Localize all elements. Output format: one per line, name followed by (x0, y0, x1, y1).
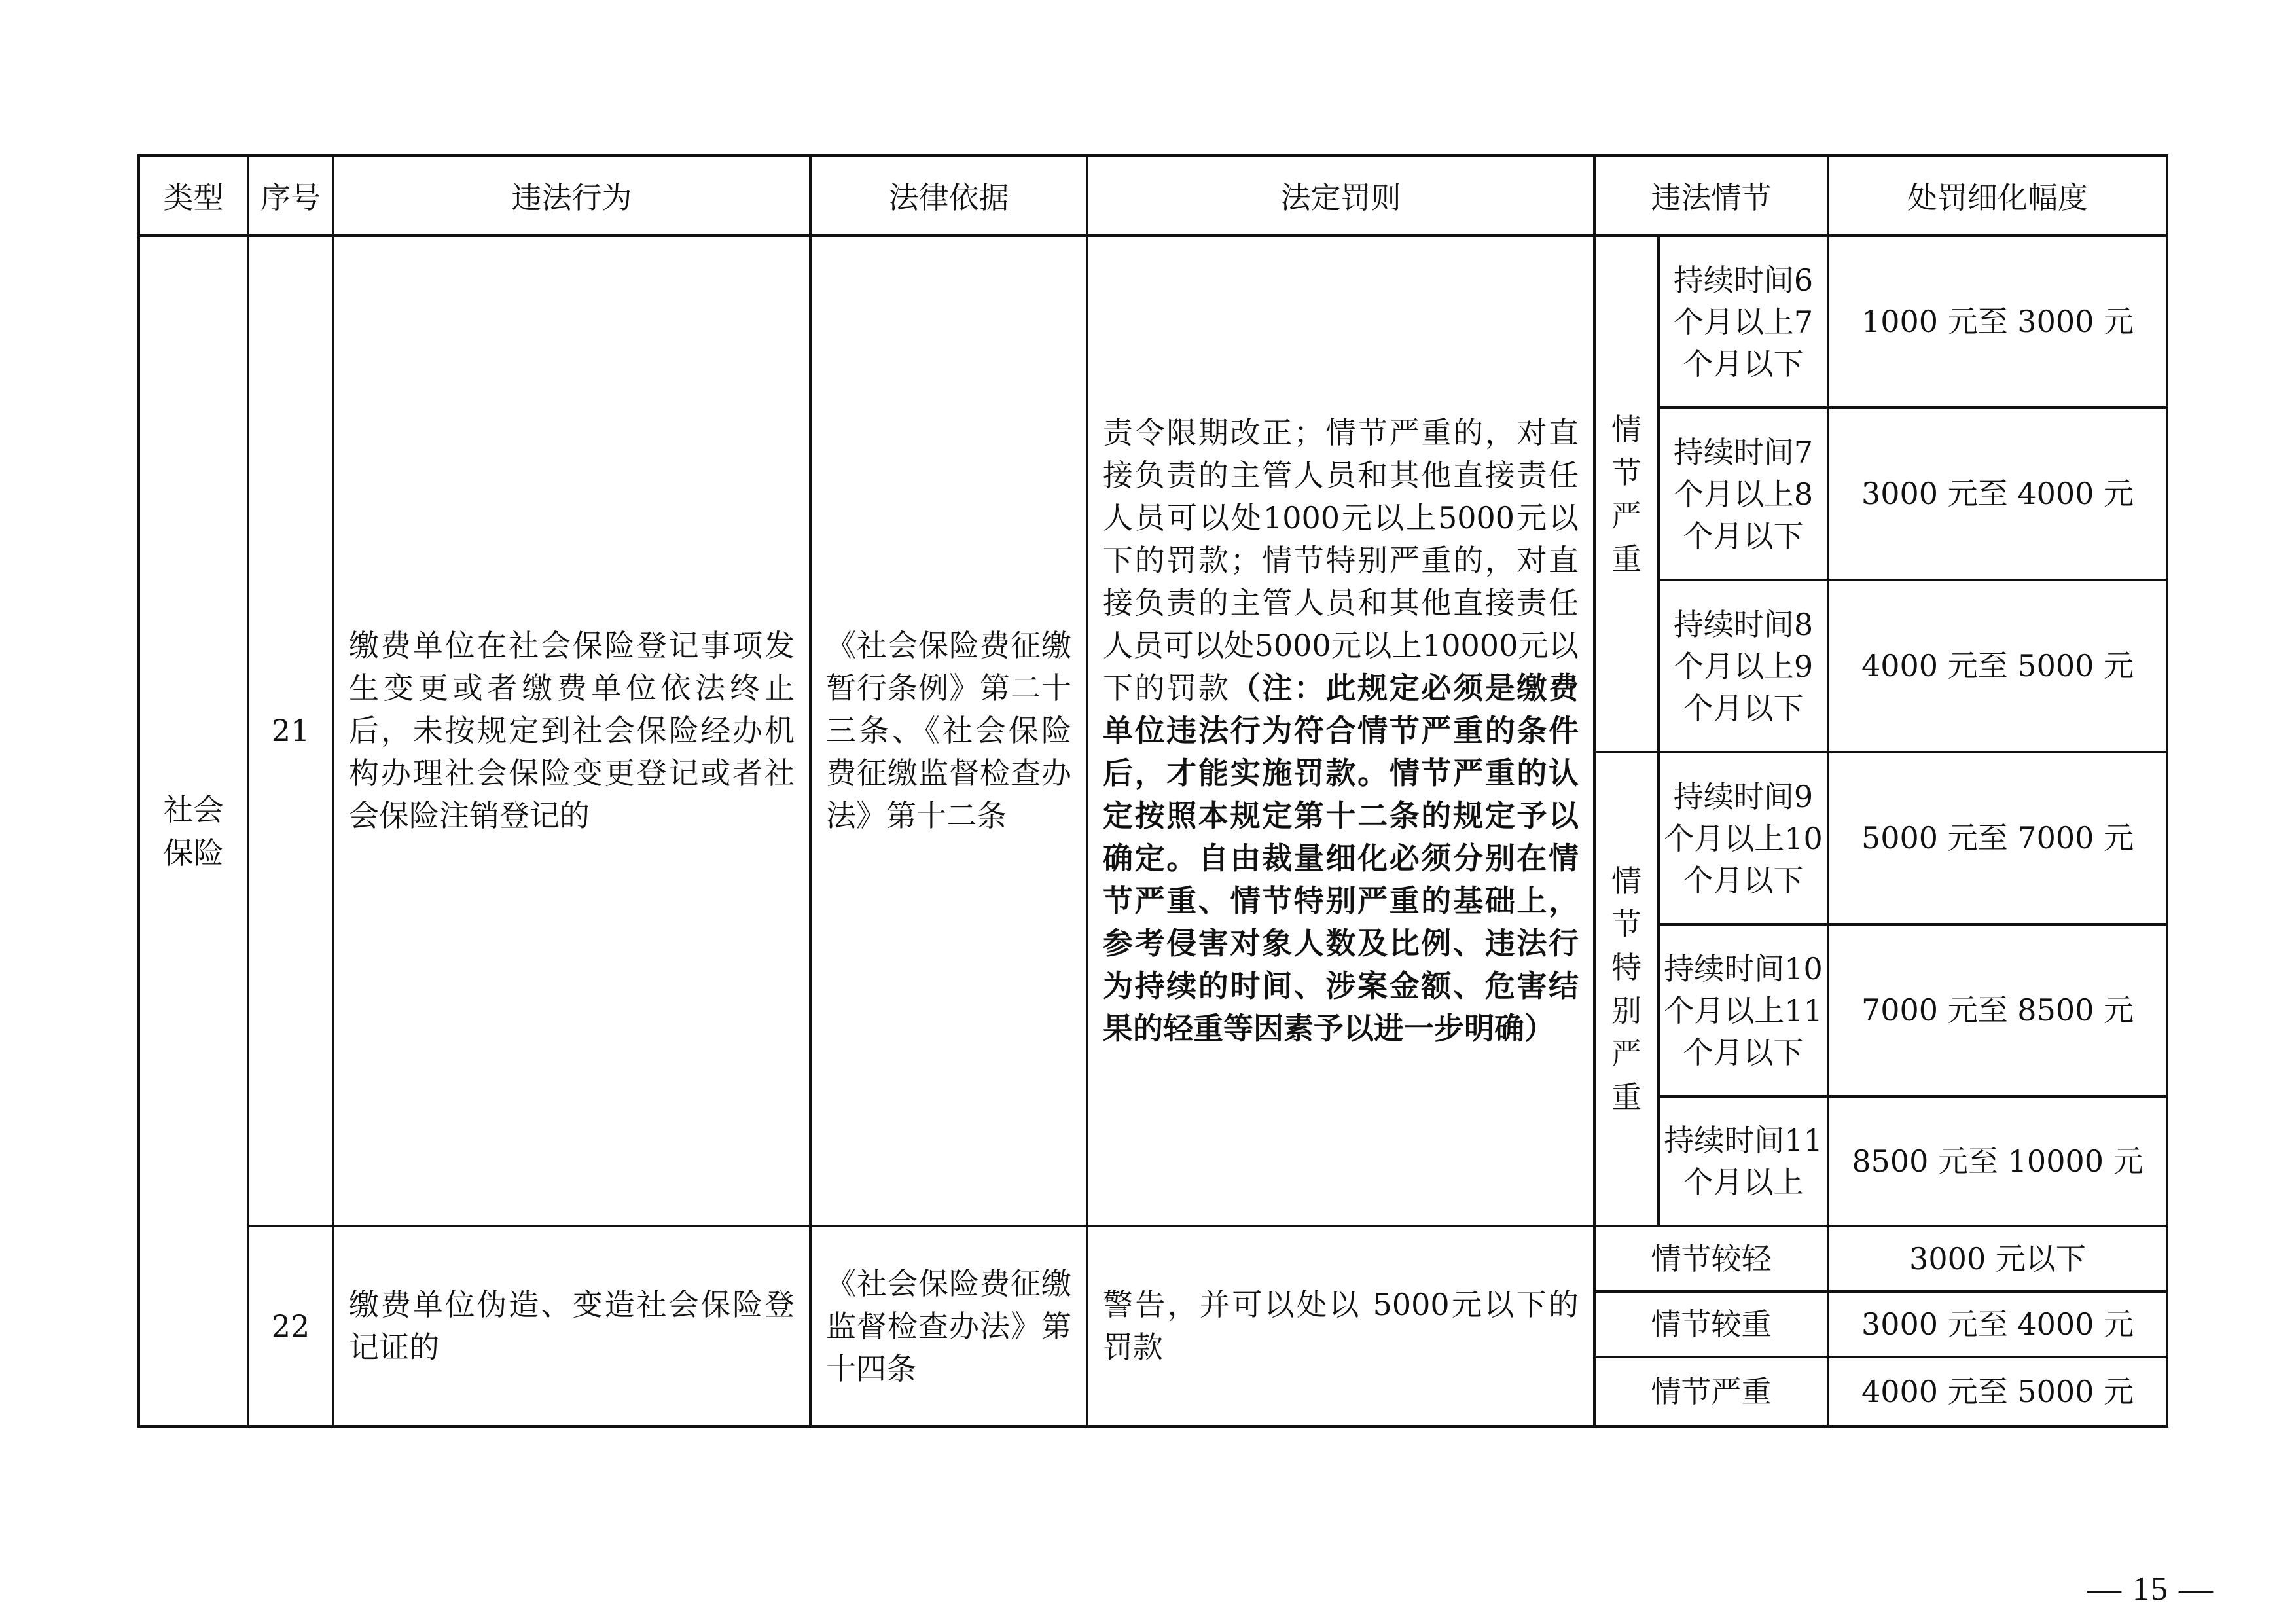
violation-cell: 缴费单位伪造、变造社会保险登记证的 (333, 1226, 810, 1426)
header-seq: 序号 (248, 156, 333, 236)
seq-cell: 22 (248, 1226, 333, 1426)
header-type: 类型 (139, 156, 248, 236)
basis-cell: 《社会保险费征缴监督检查办法》第十四条 (810, 1226, 1087, 1426)
duration-cell: 持续时间7个月以上8个月以下 (1659, 408, 1828, 580)
table-row (139, 236, 2167, 408)
table-row (139, 1226, 2167, 1291)
page-number: — 15 — (2087, 1570, 2214, 1608)
duration-cell: 持续时间10个月以上11个月以下 (1659, 924, 1828, 1096)
range-cell: 4000 元至 5000 元 (1828, 580, 2167, 752)
penalty-cell: 警告，并可以处以 5000元以下的罚款 (1087, 1226, 1594, 1426)
basis-cell: 《社会保险费征缴暂行条例》第二十三条、《社会保险费征缴监督检查办法》第十二条 (810, 236, 1087, 1226)
header-circumstance: 违法情节 (1594, 156, 1828, 236)
circumstance-group-very-serious (1594, 752, 1659, 1226)
range-cell: 4000 元至 5000 元 (1828, 1357, 2167, 1426)
range-cell: 3000 元至 4000 元 (1828, 1291, 2167, 1357)
range-cell: 7000 元至 8500 元 (1828, 924, 2167, 1096)
header-penalty: 法定罚则 (1087, 156, 1594, 236)
circumstance-group-label: 情节严重 (1611, 411, 1641, 577)
category-label: 社会保险 (163, 791, 224, 871)
circumstance-cell: 情节较轻 (1594, 1226, 1828, 1291)
duration-cell: 持续时间6个月以上7个月以下 (1659, 236, 1828, 408)
seq-cell: 21 (248, 236, 333, 1226)
penalty-table (137, 154, 2168, 1428)
duration-cell: 持续时间9个月以上10个月以下 (1659, 752, 1828, 924)
range-cell: 1000 元至 3000 元 (1828, 236, 2167, 408)
circumstance-group-label: 情节特别严重 (1611, 863, 1641, 1115)
category-cell (139, 236, 248, 1426)
duration-cell: 持续时间11个月以上 (1659, 1096, 1828, 1226)
range-cell: 8500 元至 10000 元 (1828, 1096, 2167, 1226)
header-violation: 违法行为 (333, 156, 810, 236)
range-cell: 3000 元以下 (1828, 1226, 2167, 1291)
header-row (139, 156, 2167, 236)
range-cell: 3000 元至 4000 元 (1828, 408, 2167, 580)
violation-cell: 缴费单位在社会保险登记事项发生变更或者缴费单位依法终止后，未按规定到社会保险经办机构办理社会保险变更登记或者社会保险注销登记的 (333, 236, 810, 1226)
circumstance-cell: 情节较重 (1594, 1291, 1828, 1357)
duration-cell: 持续时间8个月以上9个月以下 (1659, 580, 1828, 752)
penalty-cell (1087, 236, 1594, 1226)
header-range: 处罚细化幅度 (1828, 156, 2167, 236)
header-basis: 法律依据 (810, 156, 1087, 236)
penalty-note: （注：此规定必须是缴费单位违法行为符合情节严重的条件后，才能实施罚款。情节严重的认定按照本规定第十二条的规定予以确定。自由裁量细化必须分别在情节严重、情节特别严重的基础上，参考侵害对象人数及比例、违法行为持续的时间、涉案金额、危害结果的轻重等因素予以进一步明确） (1103, 670, 1579, 1046)
circumstance-group-serious (1594, 236, 1659, 752)
penalty-text: 责令限期改正；情节严重的，对直接负责的主管人员和其他直接责任人员可以处1000元以上5000元以下的罚款；情节特别严重的，对直接负责的主管人员和其他直接责任人员可以处5000元以上10000元以下的罚款 (1103, 415, 1579, 706)
range-cell: 5000 元至 7000 元 (1828, 752, 2167, 924)
circumstance-cell: 情节严重 (1594, 1357, 1828, 1426)
